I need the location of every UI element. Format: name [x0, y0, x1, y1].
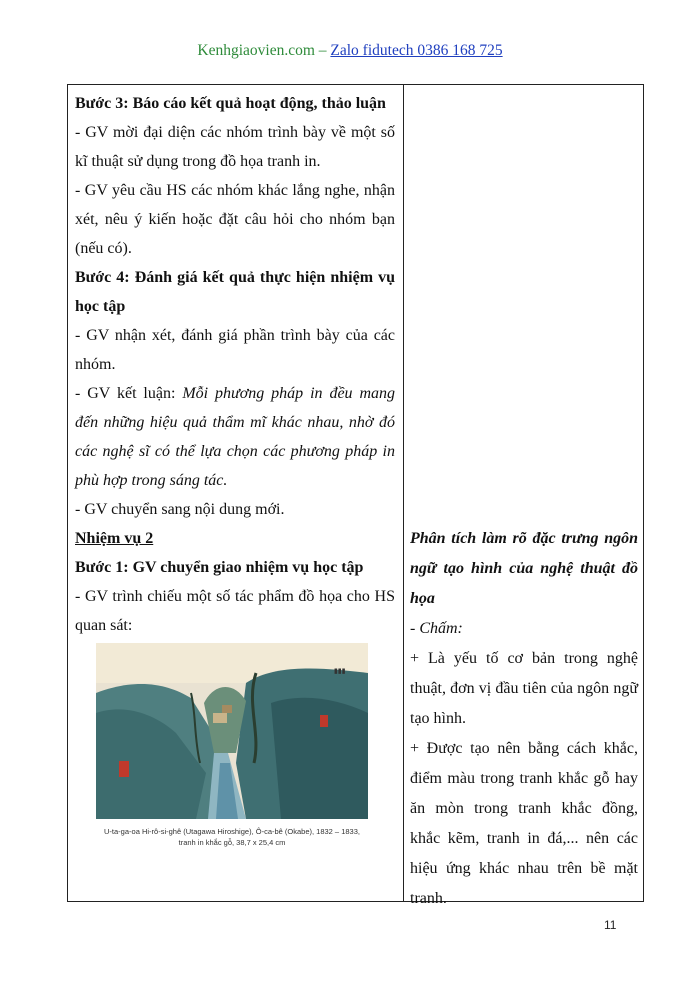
step3-title: Bước 3: Báo cáo kết quả hoạt động, thảo luận — [75, 95, 386, 112]
dot-item-1: + Là yếu tố cơ bản trong nghệ thuật, đơn vị đầu tiên của ngôn ngữ tạo hình. — [410, 650, 638, 727]
contact-link[interactable]: Zalo fidutech 0386 168 725 — [330, 42, 503, 59]
artwork-svg — [96, 643, 368, 819]
step4-para2 — [75, 379, 395, 495]
dot-item-2: + Được tạo nên bằng cách khắc, điểm màu trong tranh khắc gỗ hay ăn mòn trong tranh khắc đồng, khắc kẽm, tranh in đá,... nên các hiệu ứng khác nhau trên bề mặt tranh. — [410, 740, 638, 907]
analysis-heading: Phân tích làm rõ đặc trưng ngôn ngữ tạo hình của nghệ thuật đồ họa — [410, 530, 638, 607]
step4-conclusion-lead: - GV kết luận: — [75, 385, 183, 402]
right-column — [410, 524, 638, 914]
caption-line1: U-ta-ga-oa Hi-rô-si-ghê (Utagawa Hiroshige), Ô-ca-bê (Okabe), 1832 – 1833, — [104, 827, 360, 836]
step4-para3: - GV chuyển sang nội dung mới. — [75, 501, 285, 518]
column-divider — [403, 85, 404, 901]
task2-step1-title: Bước 1: GV chuyển giao nhiệm vụ học tập — [75, 559, 364, 576]
dot-label: - Chấm: — [410, 620, 463, 637]
step3-para2: - GV yêu cầu HS các nhóm khác lắng nghe, nhận xét, nêu ý kiến hoặc đặt câu hỏi cho nhóm bạn (nếu có). — [75, 182, 395, 257]
step3-para1: - GV mời đại diện các nhóm trình bày về một số kĩ thuật sử dụng trong đồ họa tranh in. — [75, 124, 395, 170]
step4-conclusion-text: Mỗi phương pháp in đều mang đến những hiệu quả thẩm mĩ khác nhau, nhờ đó các nghệ sĩ có thể lựa chọn các phương pháp in phù hợp trong sáng tác. — [75, 385, 396, 489]
page-number: 11 — [604, 918, 617, 932]
header-separator: – — [314, 42, 331, 59]
caption-line2: tranh in khắc gỗ, 38,7 x 25,4 cm — [178, 838, 286, 847]
lesson-table — [67, 84, 644, 907]
page-header — [0, 42, 700, 60]
left-column — [75, 89, 395, 640]
step4-title: Bước 4: Đánh giá kết quả thực hiện nhiệm vụ học tập — [75, 269, 395, 315]
task2-title: Nhiệm vụ 2 — [75, 530, 154, 547]
task2-step1-para: - GV trình chiếu một số tác phẩm đồ họa cho HS quan sát: — [75, 588, 395, 634]
woodblock-print-image — [96, 643, 368, 819]
site-name[interactable]: Kenhgiaovien.com — [197, 42, 315, 59]
step4-para1: - GV nhận xét, đánh giá phần trình bày của các nhóm. — [75, 327, 395, 373]
image-caption — [84, 826, 380, 848]
svg-text:▮▮▮: ▮▮▮ — [334, 667, 346, 675]
